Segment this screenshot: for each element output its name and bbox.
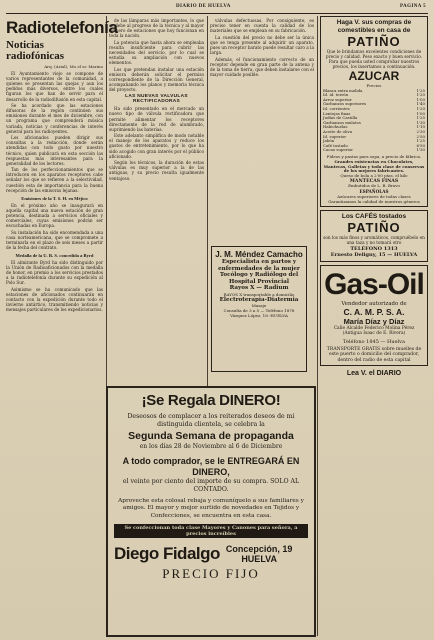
article-paragraph: Se ha acordado que las estaciones difusoras de la región continúen sus emisiones durante el mes de diciembre, con un programa que comprenderá música variada, noticias y conferencias de interés general para los radioyentes. [6,103,103,134]
fixed-price-label: PRECIO FIJO [162,566,260,582]
ad-text: Azúcares superiores de todas clases [337,193,411,199]
newspaper-name: DIARIO DE HUELVA [176,4,231,9]
header-rule [6,13,428,14]
price-value: 1'20 [416,105,425,111]
address-city: HUELVA [241,554,277,565]
article-paragraph: Su instalación ha sido encomendada a una casa norteamericana, que se compromete a terminarla en el plazo de seis meses a partir de la fecha del contrato. [6,229,103,250]
ad-text: Grandes existencias en Chocolates, Mantecas, Galletas y toda clase de conservas de los mejores fabricantes. [323,158,425,174]
ad-text: el veinte por ciento del importe de su compra. SOLO AL CONTADO. [122,478,300,493]
column-divider [106,16,107,386]
telephone: TELÉFONO 1313 [350,246,398,253]
patino-advertisement [320,16,428,207]
price-value: 1'25 [416,138,425,144]
firm-address [226,544,293,564]
section-heading: LAS NUEVAS VALVULAS RECTIFICADORAS [125,94,188,105]
address-street: Concepción, 19 [225,544,293,555]
ad-text: Calle Alcalde Federico Molina Pérez [333,326,415,332]
price-item: Garbanzos superiores [323,101,367,107]
se-regala-dinero-advertisement [106,386,316,637]
article-paragraph: de las lámparas más importantes, lo que se debe al progreso de la técnica y al mayor número de estaciones que hoy funcionan en toda la nación. [109,18,204,39]
article-paragraph: Según los técnicos, la duración de estas válvulas es muy superior a la de las antiguas, y su precio resulta igualmente ventajoso. [109,160,204,181]
section-heading: Medalla de la U. R. S. concedida a Byrd [15,253,94,259]
ad-text: MANTECAS FINAS [349,178,399,184]
ad-line: Masaje [251,303,267,308]
ad-line: Electroterapia-Diatermia [219,296,299,303]
price-item: Café tostado [323,142,348,148]
ad-text: ESPAÑOLAS [359,189,389,195]
ad-text: TRANSPORTE GRATIS sobre muelles de este puerto o domicilio del comprador, dentro del radio de esta capital [326,346,422,363]
article-paragraph: Tan de los perfeccionamientos que se introducen en los aparatos receptores cabe señalar los que se refieren a la selectividad, cuestión esta de importancia para la buena recepción de las emisoras lejanas. [6,167,103,193]
ad-line: Consulta de 3 a 5 — Teléfono 1878 [223,308,295,313]
ad-heading: Los CAFÉS tostados [341,213,407,221]
price-item: Habichuelas [323,124,348,130]
ad-text: C. A. M. P. S. A. [343,307,405,318]
article-column-2 [109,18,204,384]
ad-text: Deseosos de complacer a los reiterados deseos de mi distinguida clientela, se celebra la [127,413,295,428]
ad-title: ¡Se Regala DINERO! [141,392,281,409]
price-value: 1'00 [416,96,425,102]
price-value: 1'30 [416,119,425,125]
price-item: Cacao superior [323,147,353,153]
price-value: 6'50 [416,142,425,148]
doctor-advertisement [211,246,307,372]
ad-line: Especialista en partos y enfermedades de la mujer [218,259,300,272]
price-value: 1'10 [416,124,425,130]
price-value: 1'20 [416,92,425,98]
ad-heading: Haga V. sus compras de comestibles en casa de [336,19,412,34]
article-paragraph: La cuestión del precio no debe ser la única que se tenga presente al adquirir un aparato, pues un receptor barato puede resultar caro a la larga. [210,34,314,56]
price-value: 1'25 [416,115,425,121]
price-item: Id. corrientes [323,105,350,111]
article-paragraph: válvulas defectuosas. Por consiguiente, es preciso tener en cuenta la calidad de los materiales que se emplean en su fabricación. [210,18,314,34]
price-item: Blanca extra molida [323,87,363,93]
ad-text: Vendedor autorizado de [341,300,407,307]
price-value: 2'30 [416,128,425,134]
article-paragraph: Asimismo se ha comunicado que las estaciones de aficionados continuarán en contacto con la expedición durante todo el invierno antártico, transmitiendo noticias y mensajes particulares de los expedicionarios. [6,287,103,313]
ad-text: Embutidos de L. B. Bravo [348,183,400,189]
page-number: PAGINA 5 [399,4,426,9]
ad-name: J. M. Méndez Camacho [215,250,303,259]
ad-line: Vázquez López, 18.-HUELVA [230,313,288,318]
prices-heading: Precios [366,83,382,88]
price-table [323,89,425,153]
article-paragraph: Los aficionados pueden dirigir sus consultas a la redacción, donde serán atendidas con todo gusto por nuestro técnico, quien publicará en esta sección las respuestas más interesantes para la generalidad de los lectores. [6,135,103,166]
article-paragraph: Además, el funcionamiento correcto de un receptor depende en gran parte de la antena y de la toma de tierra, que deben instalarse con el mayor cuidado posible. [210,56,314,77]
price-item: Jabón [323,138,335,144]
byline: Arq. (Arial), Mo el sr. Marino [44,64,103,69]
price-value: 1'40 [416,101,425,107]
ad-text: son los más finos y aromáticos, compruébelo en una taza y no tomará otro [323,235,425,246]
cafes-advertisement [320,210,428,261]
azucar-heading: AZUCAR [348,69,400,83]
price-value: 1'25 [416,87,425,93]
ad-text: Fideos y pastas para sopa, a precio de fábrica. [326,153,422,159]
ad-dates: en los días 28 de Noviembre al 6 de Diciembre [139,443,283,450]
price-item: Lentejas finas [323,110,351,116]
price-item: Judías de Castilla [323,115,358,121]
ad-text: María Díaz y Díaz [343,317,405,327]
ad-line: RAYOS X transportable a domicilio [223,291,295,297]
column-divider [317,16,318,636]
price-value: 2'50 [416,133,425,139]
section-heading: Emisiones de la T. S. H. en Méjico [21,195,88,201]
address: Ernesto Deligny, 15 — HUELVA [330,252,418,259]
telephone: Teléfono 1845 — Huelva [343,338,405,345]
ad-banner: Se confeccionan toda clase Mayores y Canones para señora, a precios increíbles [114,524,308,538]
gasoil-brand: Gas-Oil [324,267,424,301]
gasoil-advertisement [320,265,428,367]
ad-headline: Segunda Semana de propaganda [128,430,294,442]
ad-text: Garantizamos la calidad de nuestros géneros [328,198,420,204]
ad-line: Rayos X — Radium [229,285,289,291]
price-row [323,148,425,153]
read-diario-ad: Lea V. el DIARIO [346,370,402,378]
price-value: 1'00 [416,110,425,116]
ads-column [320,16,428,636]
ad-text: Aproveche esta colosal rebaja y comuníquelo a sus familiares y amigos. El mayor y mejor surtido de novedades en Tejidos y Confecciones, se encuentra en esta casa. [118,498,304,519]
firm-name: Diego Fidalgo [114,544,220,564]
column-divider [207,16,208,386]
article-paragraph: Ha sido presentado en el mercado un nuevo tipo de válvula rectificadora que permite alimentar los receptores directamente de la red de alumbrado, suprimiendo las baterías. [109,106,204,132]
article-paragraph: Este adelanto simplifica de modo notable el manejo de los aparatos y reduce los gastos de entretenimiento, por lo que ha sido acogido con gran interés por el público aficionado. [109,133,204,159]
patino-brand: PATIÑO [347,34,401,49]
ad-text: (Antigua Isaac de E. Rivera) [342,331,406,337]
price-item: Garbanzos mulatos [323,119,361,125]
article-title: Noticias radiofónicas [6,39,65,62]
section-title: Radiotelefonía [6,18,118,37]
price-item: Arroz superior [323,96,352,102]
price-item: Id. superior [323,133,347,139]
radio-column [6,18,118,636]
article-paragraph: En el próximo año se inaugurará en aquella capital una nueva estación de gran potencia, destinada a servicios oficiales y comerciales, cuyas emisiones podrán ser escuchadas en Europa. [6,202,103,229]
price-value: 1'30 [416,147,425,153]
price-item: Aceite de oliva [323,128,353,134]
article-paragraph: El almirante Byrd ha sido distinguido por la Unión de Radioaficionados con la medalla de honor, en premio a los servicios prestados a la radiotelefonía durante su expedición al Polo Sur. [6,260,103,286]
article-paragraph: Los que pretendan instalar una estación emisora deberán solicitar el permiso correspondiente de la Dirección General, acompañando los planos y memoria técnica del proyecto. [109,66,204,93]
ad-text: Que le brindamos excelentes condiciones de precio y calidad. Peso exacto y buen servicio. Para que pueda usted comprobar nuestros precios, los insertamos a continuación. [325,49,423,69]
ad-firm [114,544,308,564]
ad-line: Tocólogo y Radiólogo del Hospital Provincial [219,272,299,285]
article-paragraph: La potencia que hasta ahora se empleaba resulta insuficiente para cubrir las necesidades del servicio, por lo cual se estudia su ampliación con nuevos elementos. [109,39,204,66]
price-item: Id. id. terrón [323,92,349,98]
article-paragraph: El Ayuntamiento viejo se compone de varios representantes de la comunidad, a quienes se presentan las quejas y aun los pedidos más diversos, entre los cuales figuran los que han de servir para el desarrollo de la radiodifusión en esta capital. [6,71,103,102]
patino-brand: PATIÑO [347,220,401,236]
ad-text: Queso de bola a 2'00 ptas. el kilo [340,173,408,179]
ad-headline: A todo comprador, se le ENTREGARÁ EN DINERO, [122,456,300,477]
